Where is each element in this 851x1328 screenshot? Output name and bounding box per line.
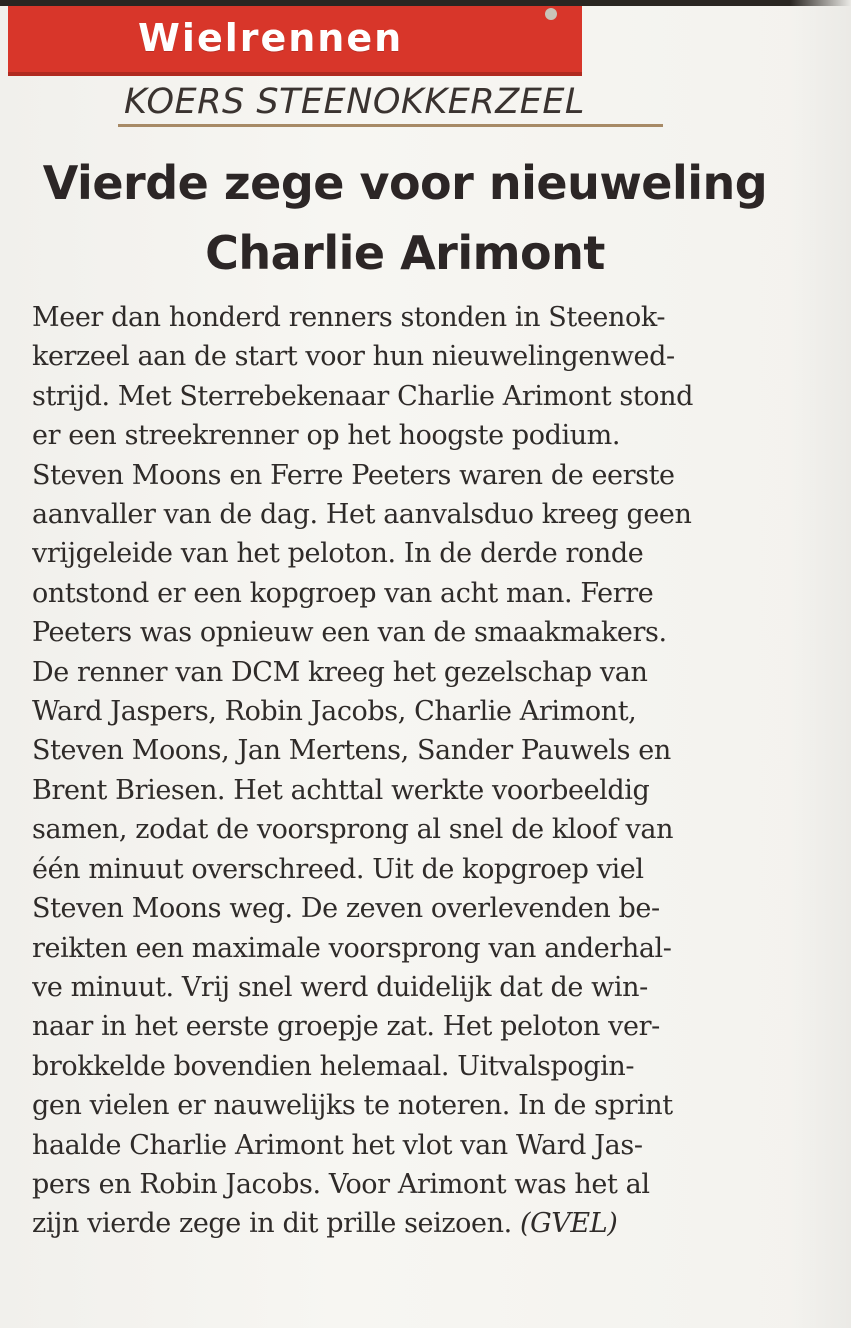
body-line: er een streekrenner op het hoogste podium. <box>32 420 621 452</box>
body-last-line <box>32 1204 802 1243</box>
body-line: Ward Jaspers, Robin Jacobs, Charlie Arimont, <box>32 696 637 728</box>
headline <box>20 148 790 288</box>
body-line: Brent Briesen. Het achttal werkte voorbeeldig <box>32 774 650 806</box>
body-line: samen, zodat de voorsprong al snel de kloof van <box>32 814 674 846</box>
kicker: KOERS STEENOKKERZEEL <box>124 82 585 122</box>
body-line: ontstond er een kopgroep van acht man. Ferre <box>32 577 654 609</box>
body-line: vrijgeleide van het peloton. In de derde ronde <box>32 538 644 570</box>
body-line: haalde Charlie Arimont het vlot van Ward Jas- <box>32 1129 643 1161</box>
body-line: kerzeel aan de start voor hun nieuwelingenwed- <box>32 341 675 373</box>
body-line: Steven Moons weg. De zeven overlevenden be- <box>32 893 660 925</box>
body-line: aanvaller van de dag. Het aanvalsduo kreeg geen <box>32 499 692 531</box>
body-line: brokkelde bovendien helemaal. Uitvalspogin- <box>32 1050 635 1082</box>
body-line: gen vielen er nauwelijks te noteren. In de sprint <box>32 1090 673 1122</box>
body-line: pers en Robin Jacobs. Voor Arimont was het al <box>32 1168 650 1200</box>
section-banner <box>8 6 582 76</box>
byline: (GVEL) <box>519 1208 618 1240</box>
body-line: ve minuut. Vrij snel werd duidelijk dat de win- <box>32 971 648 1003</box>
article-body <box>32 298 802 1244</box>
headline-line-1: Vierde zege voor nieuweling <box>42 156 768 210</box>
body-line: reikten een maximale voorsprong van anderhal- <box>32 932 672 964</box>
body-line: strijd. Met Sterrebekenaar Charlie Arimont stond <box>32 380 693 412</box>
staple-mark <box>545 8 557 20</box>
body-line: Peeters was opnieuw een van de smaakmakers. <box>32 617 667 649</box>
headline-line-2: Charlie Arimont <box>205 226 605 280</box>
body-line: Steven Moons en Ferre Peeters waren de eerste <box>32 459 675 491</box>
body-line: naar in het eerste groepje zat. Het peloton ver- <box>32 1011 660 1043</box>
section-title: Wielrennen <box>138 16 404 60</box>
body-line: één minuut overschreed. Uit de kopgroep viel <box>32 853 644 885</box>
body-line: Meer dan honderd renners stonden in Steenok- <box>32 302 666 333</box>
body-last-text: zijn vierde zege in dit prille seizoen. <box>32 1208 512 1240</box>
body-line: De renner van DCM kreeg het gezelschap van <box>32 656 648 688</box>
kicker-rule <box>118 124 663 127</box>
body-line: Steven Moons, Jan Mertens, Sander Pauwels en <box>32 735 671 767</box>
